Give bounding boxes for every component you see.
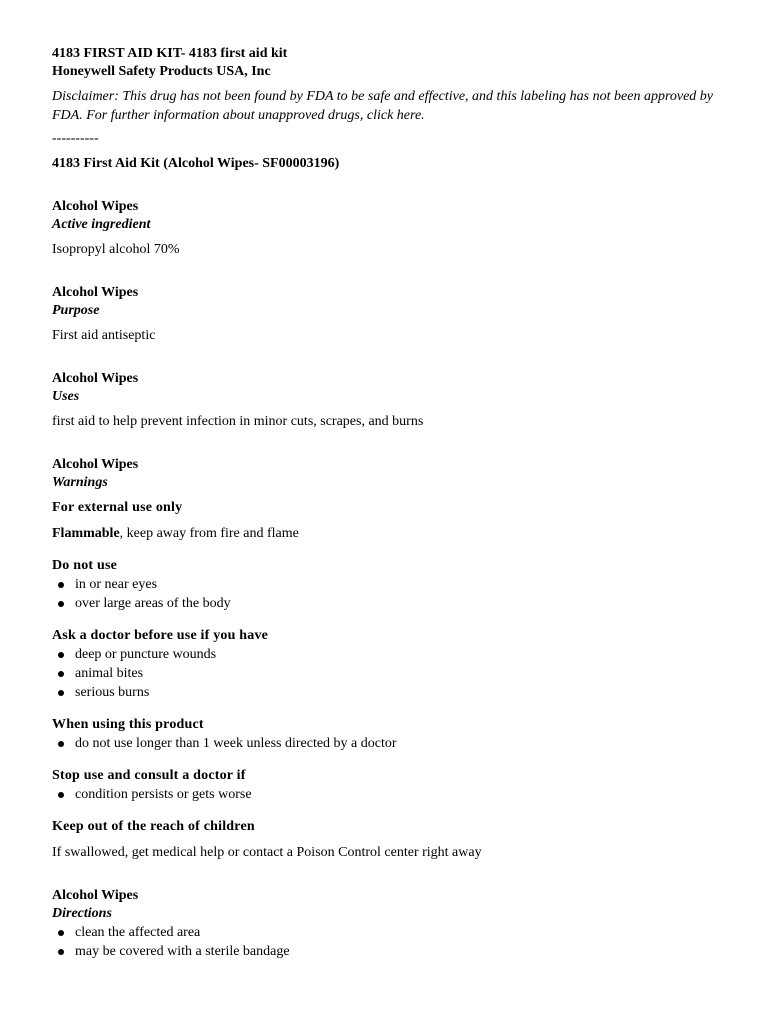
section-subheading: Directions [52,906,112,921]
bullet-icon [58,930,64,936]
section-active-ingredient [52,198,742,259]
list-item: over large areas of the body [52,594,742,613]
kit-title: 4183 First Aid Kit (Alcohol Wipes- SF00003196) [52,156,340,171]
stop-use-heading: Stop use and consult a doctor if [52,768,246,783]
section-heading: Alcohol Wipes [52,199,139,214]
list-item: condition persists or gets worse [52,785,742,804]
list-item: animal bites [52,664,742,683]
flammable-label: Flammable [52,526,120,541]
section-directions [52,887,742,961]
bullet-icon [58,652,64,658]
ask-doctor-list [52,645,742,702]
bullet-icon [58,671,64,677]
flammable-text: , keep away from fire and flame [119,526,299,541]
document-title: 4183 FIRST AID KIT- 4183 first aid kit [52,46,288,61]
disclaimer-link[interactable]: click here. [366,108,425,123]
section-subheading: Active ingredient [52,217,151,232]
directions-list [52,923,742,961]
list-item: clean the affected area [52,923,742,942]
bullet-icon [58,601,64,607]
bullet-icon [58,582,64,588]
section-heading: Alcohol Wipes [52,285,139,300]
list-item: deep or puncture wounds [52,645,742,664]
section-heading: Alcohol Wipes [52,888,139,903]
label-document [52,45,742,961]
section-text: First aid antiseptic [52,328,156,343]
disclaimer-text: Disclaimer: This drug has not been found by FDA to be safe and effective, and this labeling has not been approved by FDA. For further information about unapproved drugs, [52,89,714,123]
section-subheading: Uses [52,389,80,404]
external-use-heading: For external use only [52,500,183,515]
keep-out-text: If swallowed, get medical help or contact a Poison Control center right away [52,845,482,860]
do-not-use-list [52,575,742,613]
do-not-use-heading: Do not use [52,558,118,573]
section-uses [52,370,742,431]
disclaimer [52,87,742,125]
section-heading: Alcohol Wipes [52,371,139,386]
company-name: Honeywell Safety Products USA, Inc [52,64,271,79]
section-text: Isopropyl alcohol 70% [52,242,180,257]
section-warnings [52,456,742,862]
flammable-warning [52,525,742,543]
ask-doctor-heading: Ask a doctor before use if you have [52,628,269,643]
when-using-list [52,734,742,753]
section-subheading: Purpose [52,303,100,318]
list-item: may be covered with a sterile bandage [52,942,742,961]
bullet-icon [58,690,64,696]
bullet-icon [58,949,64,955]
bullet-icon [58,792,64,798]
separator: ---------- [52,131,99,146]
list-item: serious burns [52,683,742,702]
section-subheading: Warnings [52,475,108,490]
when-using-heading: When using this product [52,717,204,732]
stop-use-list [52,785,742,804]
list-item: in or near eyes [52,575,742,594]
keep-out-heading: Keep out of the reach of children [52,819,255,834]
section-heading: Alcohol Wipes [52,457,139,472]
section-text: first aid to help prevent infection in minor cuts, scrapes, and burns [52,414,424,429]
bullet-icon [58,741,64,747]
list-item: do not use longer than 1 week unless directed by a doctor [52,734,742,753]
section-purpose [52,284,742,345]
